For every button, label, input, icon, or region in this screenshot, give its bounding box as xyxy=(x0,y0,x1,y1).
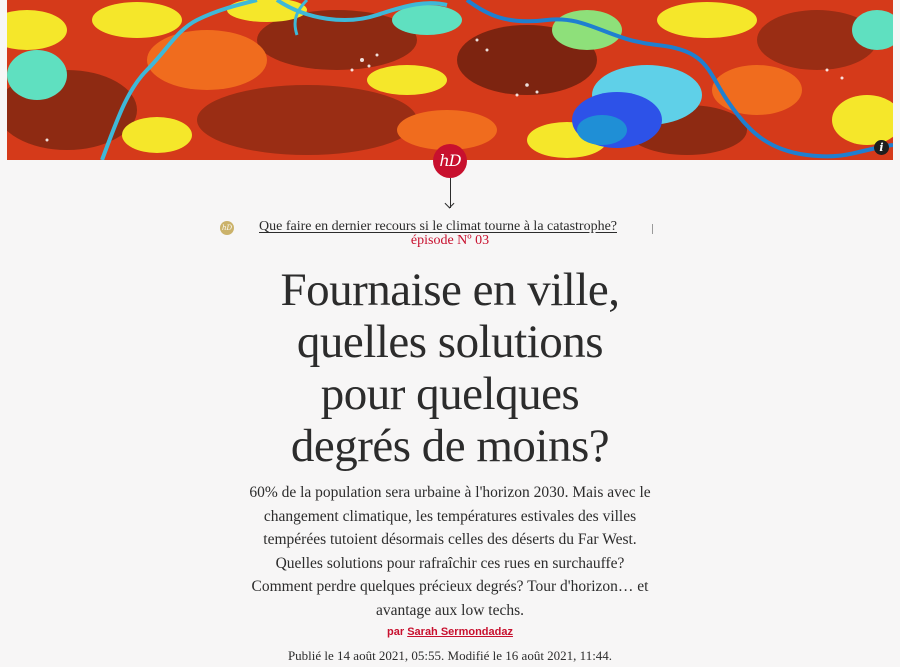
series-logo-icon: hD xyxy=(220,221,234,235)
info-icon[interactable]: i xyxy=(874,140,889,155)
lede-line: Comment perdre quelques précieux degrés? Tour d'horizon… et xyxy=(251,578,649,596)
title-line: degrés de moins? xyxy=(290,420,610,472)
lede-line: Quelles solutions pour rafraîchir ces rues en surchauffe? xyxy=(275,554,625,572)
series-title-link[interactable]: Que faire en dernier recours si le climat tourne à la catastrophe? xyxy=(259,219,617,234)
title-line: quelles solutions xyxy=(296,316,604,368)
title-line: pour quelques xyxy=(320,368,580,420)
hero-heatmap-image xyxy=(7,0,893,160)
episode-label: épisode Nº 03 xyxy=(410,233,490,248)
article-title xyxy=(150,264,750,472)
lede-line: 60% de la population sera urbaine à l'horizon 2030. Mais avec le xyxy=(249,484,651,501)
down-arrow-head xyxy=(445,199,455,209)
author-link[interactable]: Sarah Sermondadaz xyxy=(407,626,513,638)
title-line: Fournaise en ville, xyxy=(280,264,620,316)
lede-line: changement climatique, les températures estivales des villes xyxy=(263,507,637,525)
hd-logo-icon[interactable]: hD xyxy=(433,144,467,178)
lede-line: tempérées tutoient désormais celles des déserts du Far West. xyxy=(263,531,637,549)
article-lede xyxy=(240,481,660,623)
publication-dates: Publié le 14 août 2021, 05:55. Modifié le 16 août 2021, 11:44. xyxy=(287,648,613,663)
byline xyxy=(0,626,900,638)
byline-prefix: par xyxy=(387,626,405,638)
lede-line: avantage aux low techs. xyxy=(375,601,525,619)
heatmap-illustration xyxy=(7,0,893,160)
